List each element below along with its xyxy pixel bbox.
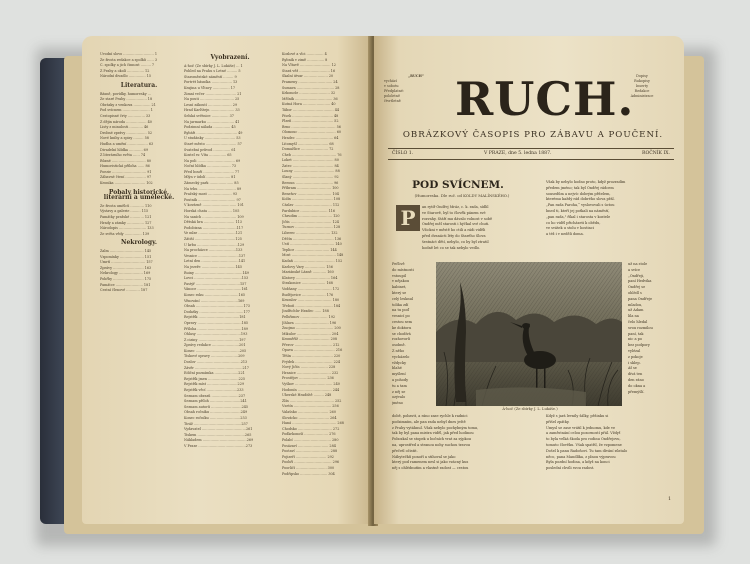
article-text: Když s jará levnily šálky, pěšinku si přišel zpátky. Úmysl se zase vrátil k jednomu, kde ve a zaměstnání celou pozorností přál. Vždyť to byla velká škoda pro rodinu Ondřejovu, tomuto člověku. Však spatřil, že vzpomene Došel k panu Radoňovi. Tu tam dívání zůstalo něco, pana Mandlíka, z plnou výpravou Byla pozdní hodina, a když na konci poslední chvíli svou radost.: [546, 414, 628, 471]
notice-line: Rukopisy: [634, 79, 650, 83]
section-illustrations-heading: Vyobrazení.: [210, 54, 250, 61]
issue-number: ČÍSLO 1.: [392, 151, 414, 156]
notice-line: „RUCH“: [408, 74, 424, 78]
notice-line: pololetně: [384, 94, 400, 98]
issue-bar: [388, 148, 674, 160]
article-text: Pečlivě do místnosti vstoupil v nějakou kabinet, který se celý lesknul tolika zdí na tu poď vesnicí po cestou sem ke doktoru se chodívá rozhovorů osobně. Z něho vycházelo vždycky blahé myšlení a pohody tu a tam z něj se ozývalo jméno: [392, 262, 414, 406]
notice-line: vychází: [384, 79, 397, 83]
notice-line: Redakce: [634, 89, 650, 93]
article-text: Však by nebylo hodno proto, když prozradím předem jméno; tak byl Ondřej rádcem sousedům a nejvíc dobrým přítelem, kterému každý rád dobrého slova přál. „Pan rada Paroha,“ vyslovovali s úctou hned ti, kteří jej potkali na náměstí, „pan rada," říkal i starosta v kostele co ho viděl přicházeti k obědu, ve svátek u stolu v hostinci a též i v neděli doma.: [546, 180, 626, 237]
story-byline: (Humoreska. Dle ruč. od KOLDY MALÍNSKÉHO.): [414, 193, 510, 198]
masthead-title: RUCH.: [455, 72, 635, 126]
story-title: POD SVÍCNEM.: [412, 179, 504, 191]
drop-cap: P: [396, 205, 420, 231]
notice-line: v sobotu: [384, 84, 399, 88]
illustration-caption: Á-hoi! (Ze sbírky J. L. Lukáše.): [502, 407, 558, 411]
engraving-art: [436, 262, 622, 406]
notice-line: Předplatné:: [384, 89, 405, 93]
left-column-contents: Kozlové a vlci …………… 4 Rybník v zimě …………… 8 Na Vltavě ……………………… 12 Stará věž ……………………… 16 Skalní útvar ………………… 20 Prameny ………………………… 24 Šumava …………………………… 28 Krkonoše ……………………… 32 Mělník …………………………… 36 Kutná Hora …………………… 40 Tábor ……………………………… 44 Písek ……………………………… 48 Plzeň ……………………………… 52 Brno ………………………………… 56 Olomouc …………………………… 60 Hradec …………………………… 64 Litomyšl ……………………… 68 Domažlice …………………… 72 Cheb ………………………………… 76 Loket ……………………………… 80 Žatec ……………………………… 84 Louny ……………………………… 88 Slaný ……………………………… 92 Beroun …………………………… 96 Příbram ………………………… 100 Benešov ………………………… 104 Kolín ……………………………… 108 Čáslav …………………………… 112 Pardubice …………………… 116 Chrudim ………………………… 120 Jičín ……………………………… 124 Turnov …………………………… 128 Liberec ………………………… 132 Děčín ……………………………… 136 Ústí ………………………………… 140 Teplice ………………………… 144 Most ………………………………… 148 Kadaň ……………………………… 152 Karlovy Vary ……………… 156 Mariánské Lázně ………… 160 Klatovy ………………………… 164 Strakonice ………………… 168 Vodňany ………………………… 172 Budějovice ………………… 176 Krumlov ………………………… 180 Třeboň …………………………… 184 Jindřichův Hradec …… 188 Pelhřimov …………………… 192 Jihlava ………………………… 196 Znojmo …………………………… 200 Mikulov ………………………… 204 Kroměříž ……………………… 208 Přerov …………………………… 212 Opava ……………………………… 216 Těšín ……………………………… 220 Frýdek …………………………… 224 Nový Jičín …………………… 228 Hranice ………………………… 232 Prostějov …………………… 236 Vyškov …………………………… 240 Hodonín ………………………… 244 Uherské Hradiště ……… 248 Zlín ………………………………… 252 Vsetín …………………………… 256 Valašsko ……………………… 260 Slovácko ……………………… 264 Haná ………………………………… 268 Chodsko ………………………… 272 Podkrkonoší ………………… 276 Polabí …………………………… 280 Posázaví ……………………… 284 Pootaví ………………………… 288 Pojizeří ……………………… 292 Poohří …………………………… 296 Poorličí ……………………… 300 Podřipsko …………………… 304: [282, 52, 344, 476]
masthead-left-notice: [384, 74, 448, 104]
notice-line: Administrace: [630, 94, 654, 98]
article-text: době, pobavit, a ráno zase rychle k radnici podzimním, ale pan rada nebyl dnes ještě z Prahy vytáhnul. Však nebylo pochybným tomu, tak by byl pana mistra viděl, jak před hodinou Pobozkal se stopek u bočních vrat za sýpkou na, uprostřed a stranou nohy suchou travou přečetl očistit. Nábytečků ponoří a stihoval se jako který pod ramenem nesl si jako vzácný kus něj s ohlédnutím a vlastně radost — cestou: [392, 414, 479, 471]
masthead-subtitle: OBRÁZKOVÝ ČASOPIS PRO ZÁBAVU A POUČENÍ.: [402, 130, 664, 140]
masthead-right-notice: [610, 74, 674, 99]
notice-line: čtvrtletně: [384, 99, 401, 103]
left-column-index: Úvodní slovo ……………………… 1 Ze života redakce a spolků …… 3 Č. spolky a jich činnost ……… 7 Z Prahy a okolí …………… 12 Národní divadlo …………… 15 Literatura. Básně, povídky, humoresky … Ze staré Prahy ……………… 18 Obrázky z venkova …………… 21 Pod svícnem …………………… 1 Cestopisné črty …………… 33 Z dějin národa ……………… 40 Listy z minulosti ………… 46 Drobné zprávy ……………… 52 Nové knihy a spisy ……… 58 Hudba a umění ……………… 63 Divadelní hlídka ………… 69 Z literárního světa …… 74 Různé ………………………… 80 Humoristická příloha …… 86 Poezie ………………………… 91 Zábavné čtení ……………… 97 Kronika ……………………… 102 Pobaly historické, literární a umělecké. Ze života umělců ………… 110 Výstavy a galerie ……… 115 Památky pražské ………… 121 Hrady a zámky …………… 127 Národopis …………………… 133 Ze světa vědy …………… 139 Nekrology. Žalm ………………………… 145 Vzpomínky ………………… 151 Úmrtí ………………………… 157 Zprávy ……………………… 163 Nekrology ………………… 169 Pohřby ……………………… 175 Památce …………………… 181 Čestní členové ………… 187: [100, 52, 178, 294]
article-text: už na stole a svíce „Ondřeji, paní Hedvika Ondřej se ohlédl s pana Ondřeje mladou, už Adam lila na čelo hledal svou rozmilou paní, tak nic a po bez podpory vylézal z pokoje i sklep. Ať se dívá ten den ráno do okna a přemýšlí.: [628, 262, 653, 394]
section-obituaries-heading: Nekrology.: [121, 239, 157, 247]
engraving-illustration: [436, 262, 622, 406]
left-column-illustrations: Vyobrazení. Á-hoi! (Ze sbírky J. L. Lukáše) … 1 Pohled na Prahu s Letné ……… 5 Staroměstské náměstí ……… 9 Portrét básníka ……………… 13 Krajina u Vltavy …………… 17 Zimní večer ……………………… 21 Na pouti ………………………… 25 Lesní zákoutí ………………… 29 Hrad Karlštejn ………………… 33 Selská světnice …………… 37 Na jarmarku …………………… 41 Podzimní nálada …………… 45 Rybáři ……………………………… 49 U studánky ……………………… 53 Staré město ……………………… 57 Svatební průvod …………… 61 Kostel sv. Víta …………… 65 Na poli …………………………… 69 Noční hlídka ………………… 73 Před bouří ……………………… 77 Mlýn v údolí ………………… 81 Zámecký park ………………… 85 Na trhu …………………………… 89 Pražský most ………………… 93 Poutník …………………………… 97 V kovárně ………………………… 101 Horská chata ………………… 105 Na saních ………………………… 109 Dětská hra ……………………… 113 Podobizna …………………………117 Ve mlze ……………………………121 Zátiší ………………………………125 U krbu ………………………………129 Na procházce ……………………133 Vesnice ………………………………137 Letní den ……………………………141 Na jezeře …………………………145 Ruiny ……………………………………149 Lovci ……………………………………153 Pastýř …………………………………157 Vánoce …………………………………161 Konec roku …………………………165 Věnování ……………………………169 Obsah ……………………………………173 Dodatky …………………………………177 Rejstřík ………………………………181 Opravy …………………………………185 Příloha …………………………………189 Ohlasy …………………………………193 Z ciziny ………………………………197 Zprávy redakce ……………………201 Konec …………………………………205 Tiskové opravy ……………………209 Doslov …………………………………213 Závěr ……………………………………217 Ediční poznámka …………………221 Rejstřík jmen ………………………225 Rejstřík míst ………………………229 Rejstřík věcí ………………………233 Seznam obrazů ……………………237 Seznam příloh ………………………241 Seznam autorů ………………………245 Obsah ročníku ………………………249 Konec ročníku ………………………253 Tiráž ……………………………………257 Vydavatel …………………………………261 Tiskem ……………………………………265 Nákladem …………………………………269 V Praze ……………………………………273: [184, 52, 276, 450]
section-history-heading: Pobaly historické, literární a umělecké.: [103, 188, 175, 202]
page-number: 1: [668, 496, 672, 502]
issue-volume: ROČNÍK IX.: [641, 151, 670, 156]
issue-date: V PRAZE, dne 5. ledna 1887.: [484, 151, 552, 156]
notice-line: Inserty: [635, 84, 649, 88]
article-text: an rytíř Ondřej Mráz, c. k. rada, sídlil ve Starově, byl to člověk pánem své rozvahy. Stáří mu dávalo volnost v sobě Ondřej měl starosti i hýčkal své chuti. Všickni v městě ho ctili a rádi viděli před dvanácti léty do Starého Slova šestnáct dětí, nebylo, co by byl ztratil hodně let co se tak nebylo vedlo.: [422, 205, 493, 250]
section-literature-heading: Literatura.: [120, 81, 158, 89]
notice-line: Dopisy: [636, 74, 648, 78]
